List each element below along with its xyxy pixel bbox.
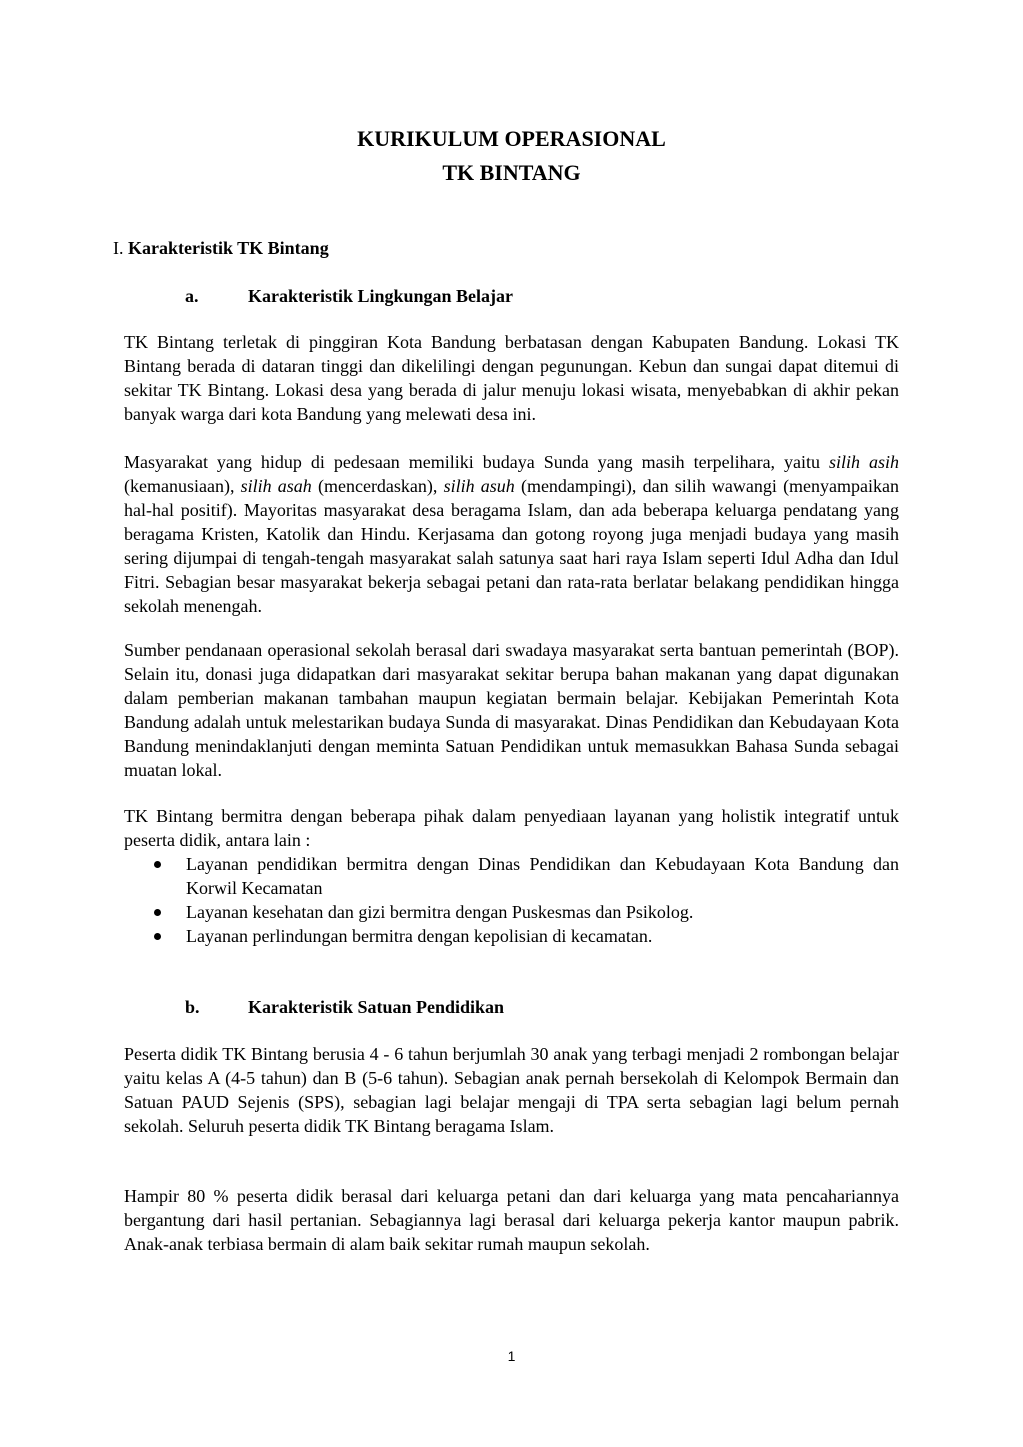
list-item-text: Layanan pendidikan bermitra dengan Dinas Pendidikan dan Kebudayaan Kota Bandung dan Korwil Kecamatan (186, 854, 899, 898)
list-item (124, 900, 899, 924)
paragraph-2-text-3: (mencerdaskan), (311, 476, 444, 496)
section-heading (113, 236, 329, 260)
page-number: 1 (507, 1348, 516, 1364)
list-item (124, 924, 899, 948)
list-item (124, 852, 899, 900)
paragraph-4: TK Bintang bermitra dengan beberapa pihak dalam penyediaan layanan yang holistik integratif untuk peserta didik, antara lain : (124, 806, 899, 850)
document-title-line2: TK BINTANG (442, 160, 581, 185)
bullet-icon (154, 909, 161, 916)
paragraph-2-italic-3: silih asuh (443, 476, 515, 496)
paragraph-2-italic-1: silih asih (829, 452, 899, 472)
subsection-b-heading (185, 995, 504, 1019)
paragraph-2-italic-2: silih asah (240, 476, 312, 496)
paragraph-1: TK Bintang terletak di pinggiran Kota Bandung berbatasan dengan Kabupaten Bandung. Lokasi TK Bintang berada di dataran tinggi dan dikelilingi dengan pegunungan. Kebun dan sungai dapat ditemui di sekitar TK Bintang. Lokasi desa yang berada di jalur menuju lokasi wisata, menyebabkan di akhir pekan banyak warga dari kota Bandung yang melewati desa ini. (124, 332, 899, 424)
bullet-icon (154, 933, 161, 940)
bullet-icon (154, 861, 161, 868)
paragraph-2-text-4: (mendampingi), dan silih wawangi (menyampaikan hal-hal positif). Mayoritas masyarakat desa beragama Islam, dan ada beberapa keluarga pendatang yang beragama Kristen, Katolik dan Hindu. Kerjasama dan gotong royong juga menjadi budaya yang masih sering dijumpai di tengah-tengah masyarakat salah satunya saat hari raya Islam seperti Idul Adha dan Idul Fitri. Sebagian besar masyarakat bekerja sebagai petani dan rata-rata berlatar belakang pendidikan hingga sekolah menengah. (124, 476, 900, 616)
document-title-line1: KURIKULUM OPERASIONAL (357, 126, 666, 151)
paragraph-2 (124, 450, 899, 618)
list-item-text: Layanan kesehatan dan gizi bermitra dengan Puskesmas dan Psikolog. (186, 902, 694, 922)
paragraph-3: Sumber pendanaan operasional sekolah berasal dari swadaya masyarakat serta bantuan pemerintah (BOP). Selain itu, donasi juga didapatkan dari masyarakat sekitar berupa bahan makanan yang dapat digunakan dalam pemberian makanan tambahan maupun kegiatan bermain belajar. Kebijakan Pemerintah Kota Bandung adalah untuk melestarikan budaya Sunda di masyarakat. Dinas Pendidikan dan Kebudayaan Kota Bandung menindaklanjuti dengan meminta Satuan Pendidikan untuk memasukkan Bahasa Sunda sebagai muatan lokal. (124, 640, 899, 780)
paragraph-2-text-1: Masyarakat yang hidup di pedesaan memiliki budaya Sunda yang masih terpelihara, yaitu (124, 452, 829, 472)
subsection-a-title: Karakteristik Lingkungan Belajar (248, 286, 514, 306)
section-title: Karakteristik TK Bintang (128, 238, 329, 258)
partner-list (124, 852, 899, 948)
paragraph-5: Peserta didik TK Bintang berusia 4 - 6 tahun berjumlah 30 anak yang terbagi menjadi 2 rombongan belajar yaitu kelas A (4-5 tahun) dan B (5-6 tahun). Sebagian anak pernah bersekolah di Kelompok Bermain dan Satuan PAUD Sejenis (SPS), sebagian lagi belajar mengaji di TPA serta sebagian lagi belum pernah sekolah. Seluruh peserta didik TK Bintang beragama Islam. (124, 1044, 899, 1136)
subsection-a-label: a. (185, 286, 199, 306)
subsection-b-title: Karakteristik Satuan Pendidikan (248, 997, 505, 1017)
subsection-b-label: b. (185, 997, 200, 1017)
section-number: I. (113, 238, 124, 258)
list-item-text: Layanan perlindungan bermitra dengan kepolisian di kecamatan. (186, 926, 653, 946)
subsection-a-heading (185, 284, 513, 308)
paragraph-2-text-2: (kemanusiaan), (124, 476, 241, 496)
paragraph-6: Hampir 80 % peserta didik berasal dari keluarga petani dan dari keluarga yang mata pencahariannya bergantung dari hasil pertanian. Sebagiannya lagi berasal dari keluarga pekerja kantor maupun pabrik. Anak-anak terbiasa bermain di alam baik sekitar rumah maupun sekolah. (124, 1186, 899, 1254)
